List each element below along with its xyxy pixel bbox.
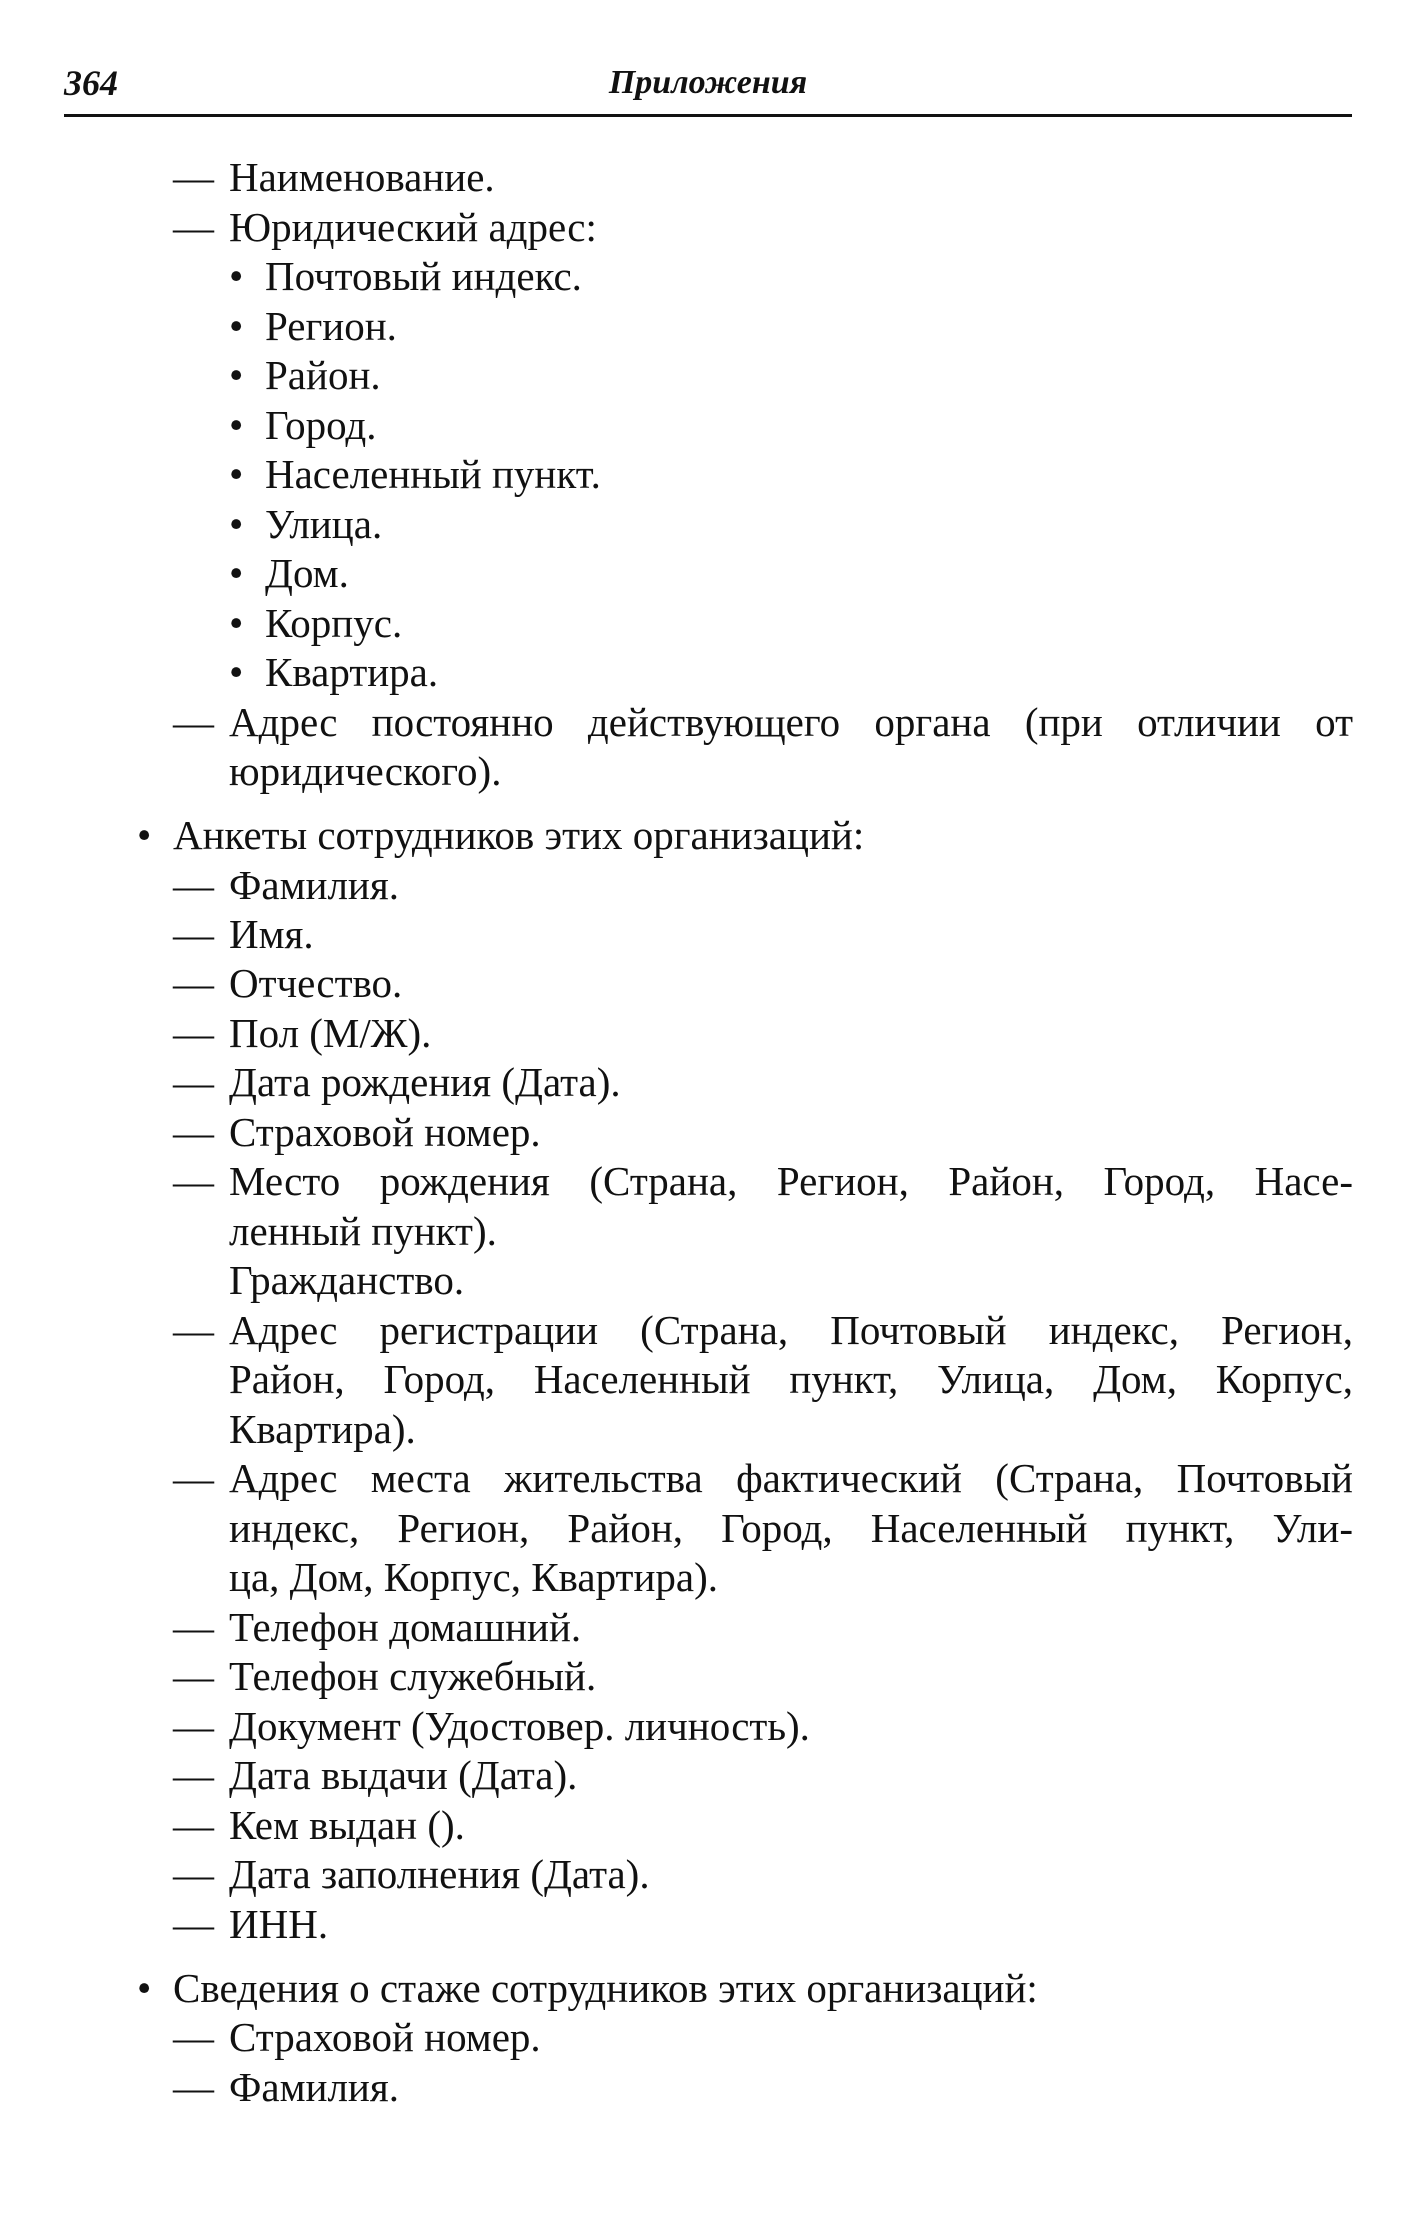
dash-marker: — <box>173 699 214 745</box>
list-item: Пол (М/Ж). <box>229 1010 432 1056</box>
dash-marker: — <box>173 1307 214 1353</box>
list-item: Регион. <box>265 303 397 349</box>
list-item: Район. <box>265 352 381 398</box>
dash-marker: — <box>173 1604 214 1650</box>
bullet-marker: • <box>229 451 244 497</box>
list-item: Корпус. <box>265 600 403 646</box>
list-item: Страховой номер. <box>229 2014 541 2060</box>
list-item: Место рождения (Страна, Регион, Район, Город, Насе- <box>229 1158 1353 1204</box>
dash-marker: — <box>173 2064 214 2110</box>
bullet-marker: • <box>229 501 244 547</box>
list-item-continuation: Гражданство. <box>229 1257 465 1303</box>
section-heading: Анкеты сотрудников этих организаций: <box>173 812 865 858</box>
dash-marker: — <box>173 1455 214 1501</box>
bullet-marker: • <box>229 550 244 596</box>
bullet-marker: • <box>229 352 244 398</box>
page-number: 364 <box>64 63 118 103</box>
list-item: Квартира. <box>265 649 439 695</box>
bullet-marker: • <box>229 402 244 448</box>
dash-marker: — <box>173 911 214 957</box>
bullet-marker: • <box>137 1965 152 2011</box>
page-header <box>64 62 1352 117</box>
list-item: Улица. <box>265 501 383 547</box>
dash-marker: — <box>173 1010 214 1056</box>
bullet-marker: • <box>229 303 244 349</box>
list-item: Дата выдачи (Дата). <box>229 1752 578 1798</box>
dash-marker: — <box>173 204 214 250</box>
list-item: Телефон служебный. <box>229 1653 597 1699</box>
list-item: Дом. <box>265 550 349 596</box>
dash-marker: — <box>173 1802 214 1848</box>
section-heading: Сведения о стаже сотрудников этих организаций: <box>173 1965 1038 2011</box>
dash-marker: — <box>173 1653 214 1699</box>
dash-marker: — <box>173 1901 214 1947</box>
list-item: Фамилия. <box>229 2064 399 2110</box>
list-item: Город. <box>265 402 377 448</box>
dash-marker: — <box>173 862 214 908</box>
bullet-marker: • <box>229 649 244 695</box>
list-item-continuation: юридического). <box>229 748 502 794</box>
list-item-continuation: индекс, Регион, Район, Город, Населенный пункт, Ули- <box>229 1505 1353 1551</box>
dash-marker: — <box>173 1109 214 1155</box>
bullet-marker: • <box>229 253 244 299</box>
dash-marker: — <box>173 1851 214 1897</box>
list-item-continuation: ленный пункт). <box>229 1208 497 1254</box>
list-item: Документ (Удостовер. личность). <box>229 1703 810 1749</box>
list-item: Юридический адрес: <box>229 204 597 250</box>
running-title: Приложения <box>608 64 808 101</box>
bullet-marker: • <box>137 812 152 858</box>
list-item-continuation: ца, Дом, Корпус, Квартира). <box>229 1554 718 1600</box>
list-item: Почтовый индекс. <box>265 253 582 299</box>
list-item-continuation: Район, Город, Населенный пункт, Улица, Дом, Корпус, <box>229 1356 1353 1402</box>
list-item: Страховой номер. <box>229 1109 541 1155</box>
dash-marker: — <box>173 960 214 1006</box>
dash-marker: — <box>173 154 214 200</box>
list-item: Адрес регистрации (Страна, Почтовый индекс, Регион, <box>229 1307 1353 1353</box>
list-item: ИНН. <box>229 1901 329 1947</box>
list-item: Дата заполнения (Дата). <box>229 1851 650 1897</box>
list-item: Отчество. <box>229 960 403 1006</box>
list-item: Наименование. <box>229 154 495 200</box>
list-item: Адрес постоянно действующего органа (при отличии от <box>229 699 1353 745</box>
list-item: Дата рождения (Дата). <box>229 1059 621 1105</box>
list-item: Фамилия. <box>229 862 399 908</box>
bullet-marker: • <box>229 600 244 646</box>
list-item: Телефон домашний. <box>229 1604 582 1650</box>
list-item: Кем выдан (). <box>229 1802 465 1848</box>
dash-marker: — <box>173 1059 214 1105</box>
dash-marker: — <box>173 1752 214 1798</box>
list-item-continuation: Квартира). <box>229 1406 416 1452</box>
dash-marker: — <box>173 1703 214 1749</box>
dash-marker: — <box>173 2014 214 2060</box>
list-item: Населенный пункт. <box>265 451 601 497</box>
list-item: Имя. <box>229 911 314 957</box>
list-item: Адрес места жительства фактический (Страна, Почтовый <box>229 1455 1353 1501</box>
dash-marker: — <box>173 1158 214 1204</box>
